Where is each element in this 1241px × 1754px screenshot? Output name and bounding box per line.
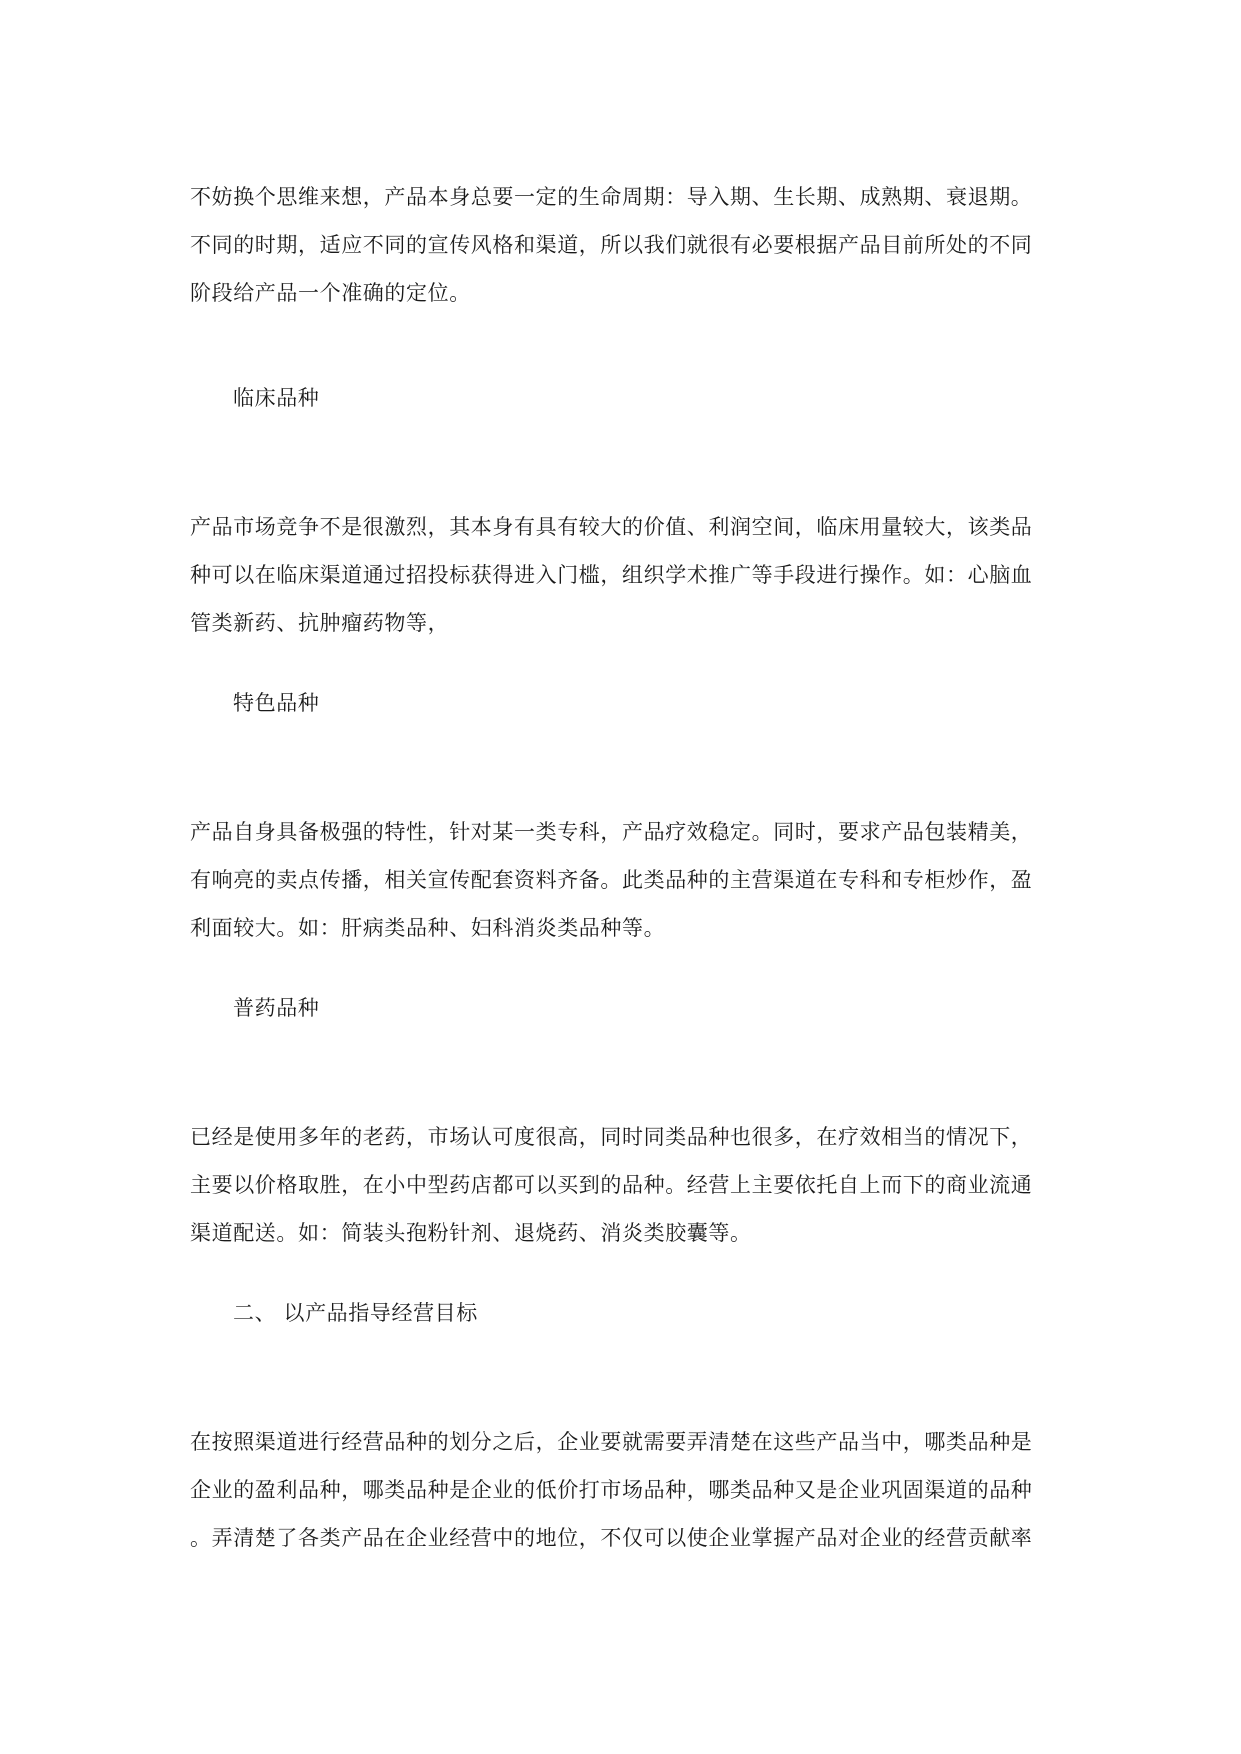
paragraph-4-line-3: 渠道配送。如：简装头孢粉针剂、退烧药、消炎类胶囊等。 [190,1221,752,1245]
paragraph-5-line-3: 。弄清楚了各类产品在企业经营中的地位，不仅可以使企业掌握产品对企业的经营贡献率 [190,1526,1033,1550]
paragraph-2-line-2: 种可以在临床渠道通过招投标获得进入门槛，组织学术推广等手段进行操作。如：心脑血 [190,563,1033,587]
section-heading-clinical: 临床品种 [233,386,320,410]
paragraph-4-line-1: 已经是使用多年的老药，市场认可度很高，同时同类品种也很多，在疗效相当的情况下， [190,1125,1033,1149]
paragraph-4-line-2: 主要以价格取胜，在小中型药店都可以买到的品种。经营上主要依托自上而下的商业流通 [190,1173,1033,1197]
paragraph-3-line-2: 有响亮的卖点传播，相关宣传配套资料齐备。此类品种的主营渠道在专科和专柜炒作，盈 [190,868,1033,892]
paragraph-3-line-3: 利面较大。如：肝病类品种、妇科消炎类品种等。 [190,916,666,940]
paragraph-1-line-1: 不妨换个思维来想，产品本身总要一定的生命周期：导入期、生长期、成熟期、衰退期。 [190,185,1033,209]
paragraph-5-line-1: 在按照渠道进行经营品种的划分之后，企业要就需要弄清楚在这些产品当中，哪类品种是 [190,1430,1033,1454]
section-heading-two: 二、 以产品指导经营目标 [233,1301,478,1325]
section-heading-specialty: 特色品种 [233,691,320,715]
paragraph-5-line-2: 企业的盈利品种，哪类品种是企业的低价打市场品种，哪类品种又是企业巩固渠道的品种 [190,1478,1033,1502]
paragraph-3-line-1: 产品自身具备极强的特性，针对某一类专科，产品疗效稳定。同时，要求产品包装精美， [190,820,1033,844]
paragraph-2-line-1: 产品市场竞争不是很激烈，其本身有具有较大的价值、利润空间，临床用量较大，该类品 [190,515,1033,539]
paragraph-1-line-2: 不同的时期，适应不同的宣传风格和渠道，所以我们就很有必要根据产品目前所处的不同 [190,233,1033,257]
paragraph-2-line-3: 管类新药、抗肿瘤药物等， [190,611,450,635]
paragraph-1-line-3: 阶段给产品一个准确的定位。 [190,281,471,305]
section-heading-generic: 普药品种 [233,996,320,1020]
